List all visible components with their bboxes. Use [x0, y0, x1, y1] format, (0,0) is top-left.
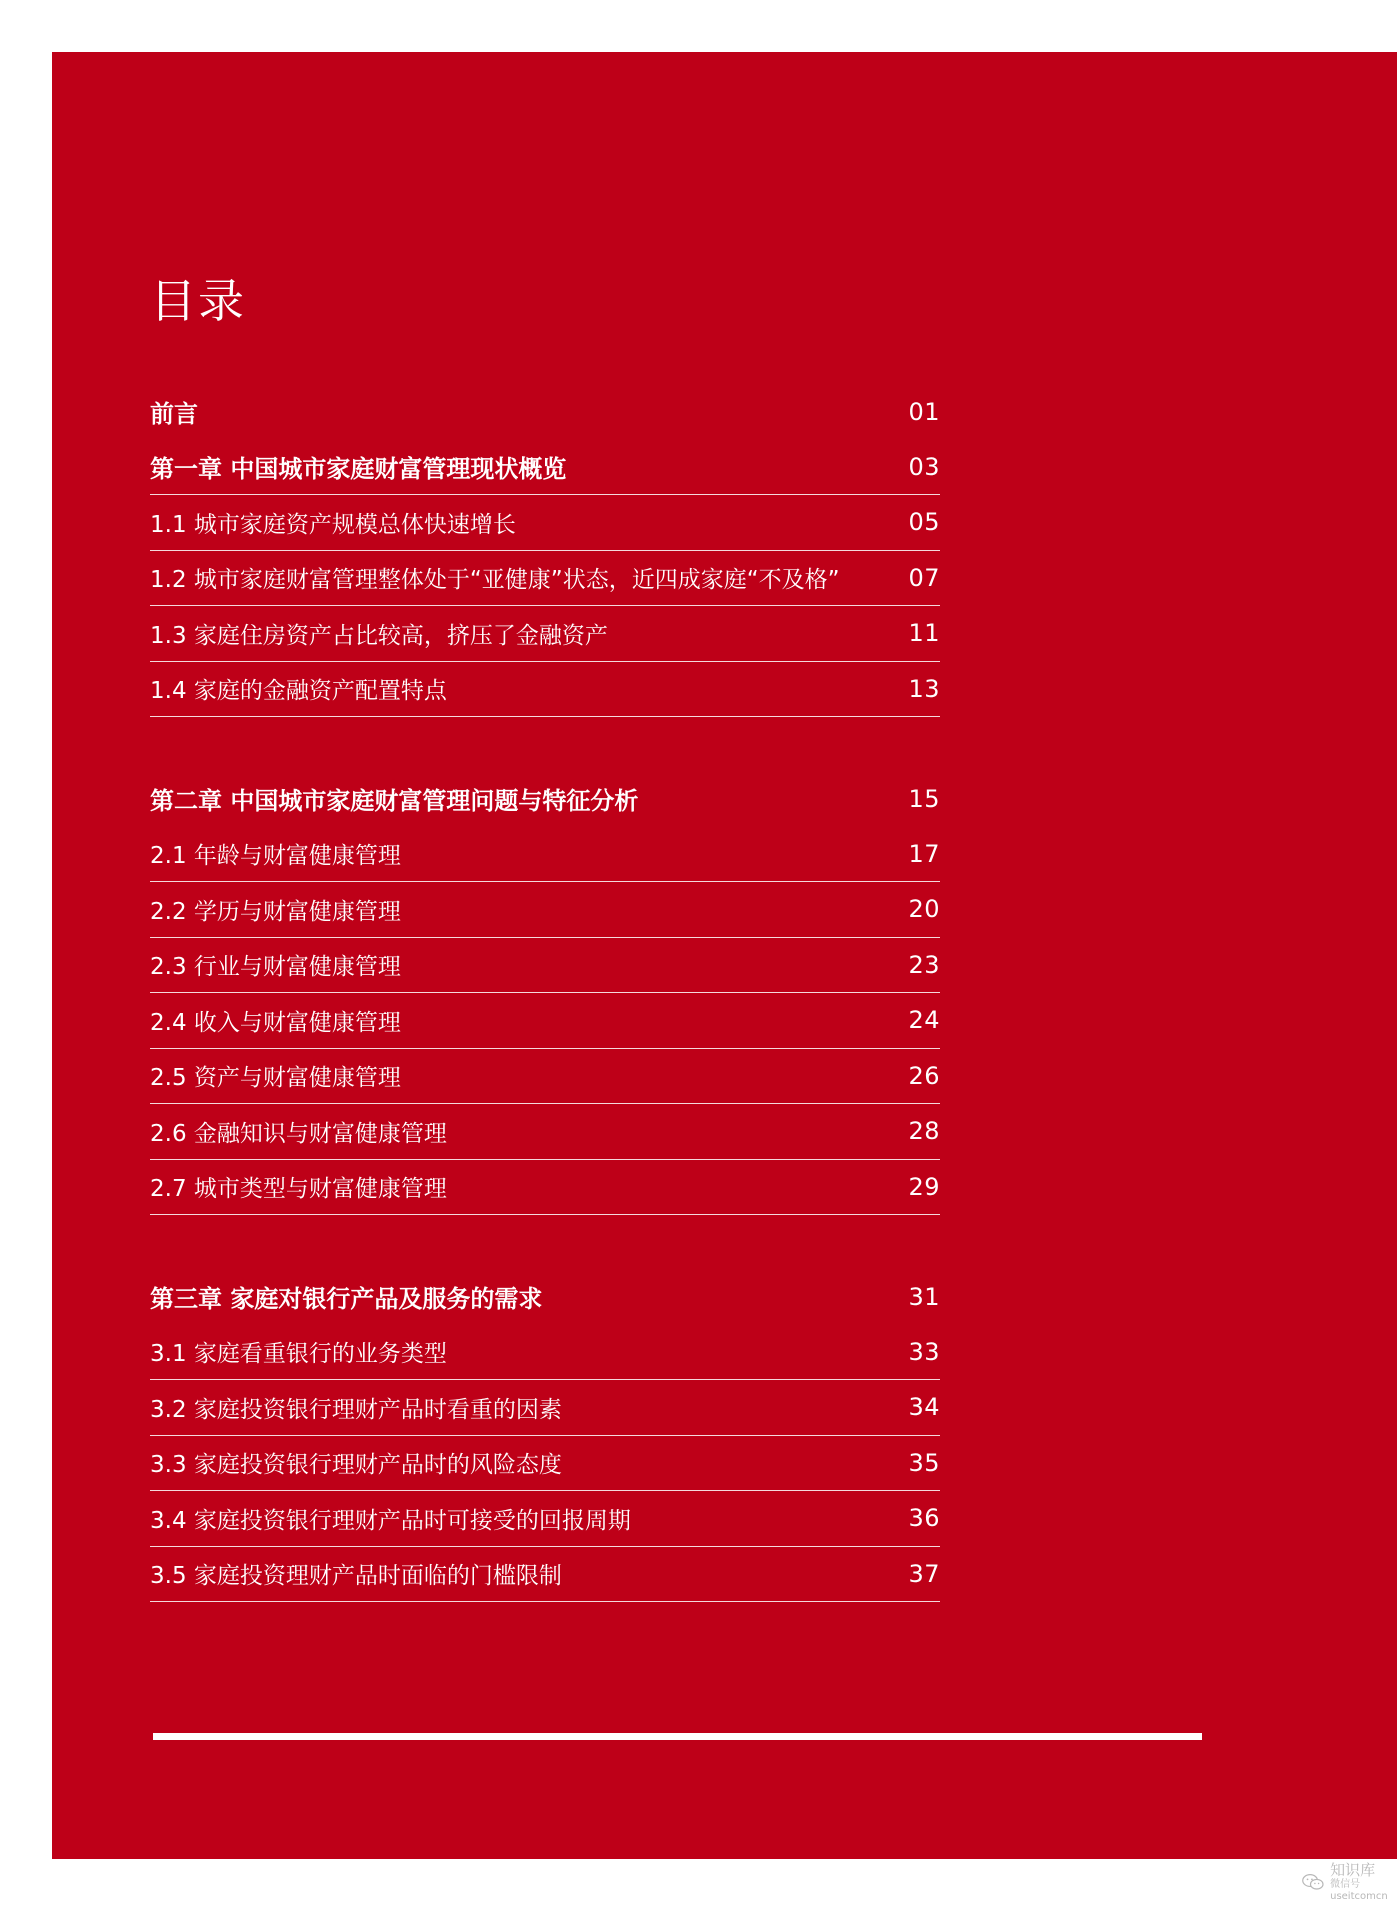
toc-heading-label: 第二章 中国城市家庭财富管理问题与特征分析: [150, 787, 639, 816]
toc-entry-row: [150, 882, 940, 938]
toc-heading-row: [150, 440, 940, 496]
toc-heading-row: [150, 384, 940, 440]
toc-page-number: 01: [908, 397, 940, 426]
toc-heading-row: [150, 771, 940, 827]
toc-entry-label: 3.2 家庭投资银行理财产品时看重的因素: [150, 1396, 562, 1423]
toc-entry-row: [150, 1160, 940, 1216]
toc-page-number: 24: [908, 1006, 940, 1035]
toc-entry-row: [150, 606, 940, 662]
toc-page-number: 37: [908, 1559, 940, 1588]
toc-entry-row: [150, 1325, 940, 1381]
toc-entry-row: [150, 1049, 940, 1105]
toc-entry-row: [150, 993, 940, 1049]
table-of-contents: [150, 384, 940, 1602]
toc-entry-row: [150, 827, 940, 883]
toc-page-number: 23: [908, 950, 940, 979]
toc-entry-label: 2.1 年龄与财富健康管理: [150, 843, 401, 870]
toc-page-number: 13: [908, 674, 940, 703]
toc-page-number: 15: [908, 784, 940, 813]
toc-entry-label: 2.4 收入与财富健康管理: [150, 1009, 401, 1036]
bottom-divider: [153, 1733, 1202, 1740]
toc-entry-label: 2.7 城市类型与财富健康管理: [150, 1176, 447, 1203]
toc-heading-label: 前言: [150, 400, 198, 429]
toc-entry-label: 3.4 家庭投资银行理财产品时可接受的回报周期: [150, 1507, 631, 1534]
toc-entry-row: [150, 1547, 940, 1603]
toc-chapter-block: [150, 771, 940, 1215]
toc-entry-label: 3.5 家庭投资理财产品时面临的门槛限制: [150, 1563, 562, 1590]
toc-page-number: 29: [908, 1172, 940, 1201]
toc-entry-row: [150, 1436, 940, 1492]
wechat-watermark: [1302, 1862, 1397, 1902]
toc-page-number: 31: [908, 1282, 940, 1311]
toc-page-number: 34: [908, 1393, 940, 1422]
toc-page-number: 11: [908, 619, 940, 648]
toc-page-number: 17: [908, 839, 940, 868]
toc-page-number: 07: [908, 563, 940, 592]
toc-entry-row: [150, 938, 940, 994]
toc-page-number: 03: [908, 452, 940, 481]
toc-page-number: 33: [908, 1337, 940, 1366]
toc-chapter-block: [150, 384, 940, 717]
toc-heading-label: 第三章 家庭对银行产品及服务的需求: [150, 1285, 543, 1314]
watermark-name: 知识库: [1330, 1861, 1376, 1879]
toc-entry-label: 2.5 资产与财富健康管理: [150, 1065, 401, 1092]
toc-page-number: 26: [908, 1061, 940, 1090]
watermark-id: 微信号 useitcomcn: [1330, 1879, 1388, 1902]
toc-entry-label: 1.3 家庭住房资产占比较高，挤压了金融资产: [150, 622, 608, 649]
toc-entry-label: 2.3 行业与财富健康管理: [150, 954, 401, 981]
toc-entry-label: 3.1 家庭看重银行的业务类型: [150, 1341, 447, 1368]
toc-heading-label: 第一章 中国城市家庭财富管理现状概览: [150, 455, 567, 484]
toc-entry-row: [150, 1491, 940, 1547]
toc-entry-row: [150, 662, 940, 718]
toc-entry-label: 3.3 家庭投资银行理财产品时的风险态度: [150, 1452, 562, 1479]
toc-entry-label: 2.2 学历与财富健康管理: [150, 898, 401, 925]
toc-entry-label: 1.1 城市家庭资产规模总体快速增长: [150, 511, 516, 538]
toc-entry-row: [150, 1104, 940, 1160]
toc-entry-label: 2.6 金融知识与财富健康管理: [150, 1120, 447, 1147]
toc-page-number: 05: [908, 508, 940, 537]
toc-title: 目录: [150, 274, 246, 328]
toc-page-number: 36: [908, 1504, 940, 1533]
toc-entry-row: [150, 551, 940, 607]
toc-entry-label: 1.4 家庭的金融资产配置特点: [150, 678, 447, 705]
toc-page-number: 28: [908, 1117, 940, 1146]
toc-page-number: 20: [908, 895, 940, 924]
toc-page-number: 35: [908, 1448, 940, 1477]
toc-chapter-block: [150, 1269, 940, 1602]
toc-heading-row: [150, 1269, 940, 1325]
wechat-icon: [1302, 1871, 1324, 1893]
toc-entry-row: [150, 495, 940, 551]
toc-entry-label: 1.2 城市家庭财富管理整体处于“亚健康”状态，近四成家庭“不及格”: [150, 567, 840, 594]
toc-entry-row: [150, 1380, 940, 1436]
